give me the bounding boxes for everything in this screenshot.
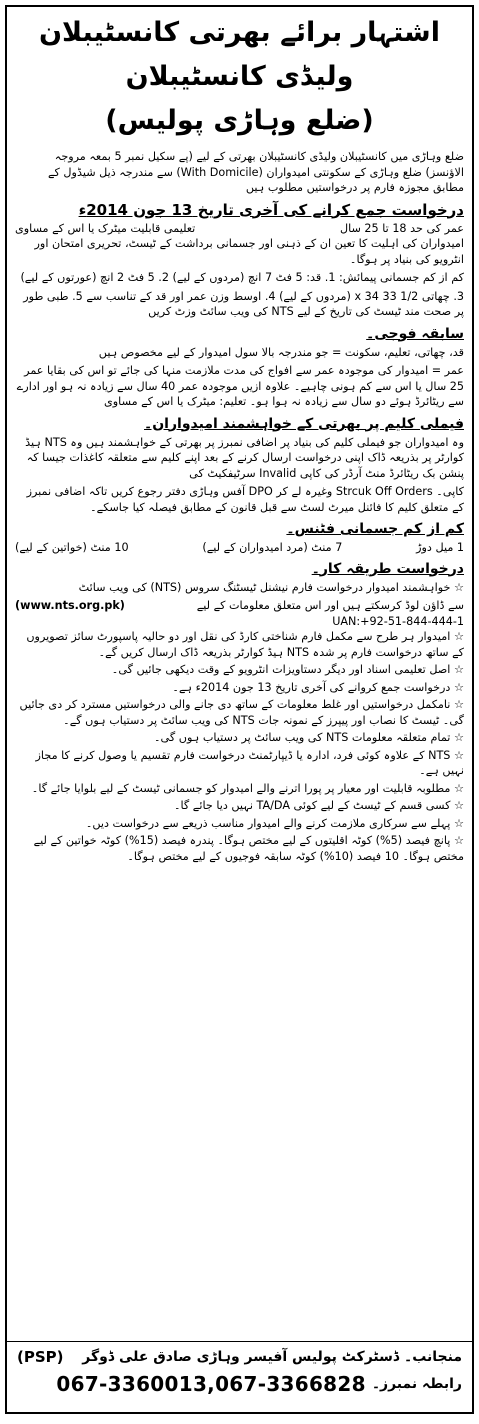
ad-footer [7,1341,472,1412]
ex-army-heading: سابقہ فوجی۔ [366,325,464,342]
issuer-text: منجانب۔ ڈسٹرکٹ پولیس آفیسر وہاڑی صادق علی ڈوگر [82,1349,462,1365]
procedure-download-text: سے ڈاؤن لوڈ کرسکتے ہیں اور اس متعلق معلومات کے لیے [196,599,464,612]
procedure-item: ☆ پانچ فیصد (5%) کوٹہ اقلیتوں کے لیے مختص ہوگا۔ پندرہ فیصد (15%) کوٹہ خواتین کے لیے مختص ہوگا۔ 10 فیصد (10%) کوٹہ سابقہ فوجیوں کے لیے مختص ہوگا۔ [33,834,464,863]
fitness-heading: کم از کم جسمانی فٹنس۔ [286,521,464,537]
issuer-line [7,1342,472,1366]
website-row [15,598,464,614]
deadline-heading: درخواست جمع کرانے کی آخری تاریخ 13 جون 2014ء [78,200,464,219]
physical-measurements-2: 3. چھاتی 1/2 33 x 34 (مردوں کے لیے) 4. اوسط وزن عمر اور قد کے تناسب سے 5. طبی طور پر صحت مند ٹیسٹ کی تاریخ کے لیے NTS کی ویب سائٹ وزٹ کریں [23,289,464,318]
contact-phones: 067-3360013,067-3366828 [56,1372,366,1396]
physical-measurements-1: کم از کم جسمانی پیمائش: 1. قد: 5 فٹ 7 انچ (مردوں کے لیے) 2. 5 فٹ 2 انچ (عورتوں کے لیے) [20,271,464,284]
district-title: (ضلع وہاڑی پولیس) [105,105,374,136]
family-claim-paragraph-1: وہ امیدواران جو فیملی کلیم کی بنیاد پر اضافی نمبرز پر بھرتی کے خواہشمند ہیں وہ NTS ہیڈ کوارٹر پر بذریعہ ڈاک اپنی درخواست ارسال کرنے کے بعد اپنے کلیم سے متعلقہ کاغذات جیسا کہ پنشن بک ریٹائرڈ منٹ آرڈر کی کاپی Invalid سرٹیفکیٹ کی [25,435,464,480]
family-claim-paragraph-2: کاپی۔ Strcuk Off Orders وغیرہ لے کر DPO آفس وہاڑی دفتر رجوع کریں تاکہ اضافی نمبرز کے متعلق کلیم کا فائنل میرٹ لسٹ سے قبل قانون کے مطابق فیصلہ کیا جاسکے۔ [26,485,464,514]
procedure-item: ☆ کسی قسم کے ٹیسٹ کے لیے کوئی TA/DA نہیں دیا جائے گا۔ [173,799,464,812]
education-requirement: تعلیمی قابلیت میٹرک یا اس کے مساوی [15,221,196,235]
procedure-list [15,629,464,864]
ad-body [7,149,472,864]
procedure-item: ☆ نامکمل درخواستیں اور غلط معلومات کے ساتھ دی جانے والی درخواستیں مسترد کر دی جائیں گی۔ ٹیسٹ کا نصاب اور پیپرز کے نمونہ جات NTS کی ویب سائٹ پر دستیاب ہوں گے۔ [19,698,464,727]
procedure-heading: درخواست طریقہ کار۔ [311,560,464,577]
nts-website-link[interactable]: (www.nts.org.pk) [15,599,125,612]
procedure-item: ☆ امیدوار ہر طرح سے مکمل فارم شناختی کارڈ کی نقل اور دو حالیہ پاسپورٹ سائز تصویروں کے ساتھ درخواست فارم پر شدہ NTS ہیڈ کوارٹر بذریعہ ڈاک ارسال کریں گے۔ [26,630,464,659]
uan-number: UAN:+92-51-844-444-1 [332,614,464,628]
advertisement-page [5,5,474,1414]
fitness-men: 7 منٹ (مرد امیدواران کے لیے) [202,541,343,554]
procedure-item: ☆ تمام متعلقہ معلومات NTS کی ویب سائٹ پر دستیاب ہوں گی۔ [153,731,464,744]
contact-line [7,1366,472,1396]
selection-criteria: امیدواران کی اہلیت کا تعین ان کے ذہنی اور جسمانی برداشت کے ٹیسٹ، تحریری امتحان اور انٹرویو کی بنیاد پر ہوگا۔ [34,237,464,266]
ex-army-paragraph-1: قد، چھاتی، تعلیم، سکونت = جو مندرجہ بالا سول امیدوار کے لیے مخصوص ہیں [98,345,464,359]
procedure-item: ☆ درخواست جمع کروانے کی آخری تاریخ 13 جون 2014ء ہے۔ [172,680,464,694]
ad-title: اشتہار برائے بھرتی کانسٹیبلان ولیڈی کانسٹیبلان [39,17,440,92]
age-limit: عمر کی حد 18 تا 25 سال [339,221,464,235]
psp-badge: (PSP) [17,1348,64,1366]
procedure-paragraph-1: ☆ خواہشمند امیدوار درخواست فارم نیشنل ٹیسٹنگ سروس (NTS) کی ویب سائٹ [78,580,464,594]
procedure-item: ☆ مطلوبہ قابلیت اور معیار پر پورا اترنے والے امیدوار کو جسمانی ٹیسٹ کے لیے بلوایا جائے گا۔ [31,781,464,795]
intro-paragraph: ضلع وہاڑی میں کانسٹیبلان ولیڈی کانسٹیبلان بھرتی کے لیے (پے سکیل نمبر 5 بمعہ مروجہ الاؤنسز) ضلع وہاڑی کے سکونتی امیدواران (With Domicile) سے مندرجہ ذیل شیڈول کے مطابق مجوزہ فارم پر درخواستیں مطلوب ہیں [47,150,464,194]
procedure-item: ☆ NTS کے علاوہ کوئی فرد، ادارہ یا ڈیپارٹمنٹ درخواست فارم تقسیم یا وصول کرنے کا مجاز نہیں ہے۔ [35,748,464,777]
fitness-run: 1 میل دوڑ [416,541,464,554]
contact-label: رابطہ نمبرز۔ [371,1376,462,1392]
fitness-women: 10 منٹ (خواتین کے لیے) [15,541,129,554]
family-claim-heading: فیملی کلیم پر بھرتی کے خواہشمند امیدواران۔ [144,415,464,432]
procedure-item: ☆ اصل تعلیمی اسناد اور دیگر دستاویزات انٹرویو کے وقت دیکھی جائیں گی۔ [111,663,464,676]
eligibility-row [15,221,464,237]
ex-army-paragraph-2: عمر = امیدوار کی موجودہ عمر سے افواج کی مدت ملازمت منہا کی جائے تو اس کی بقایا عمر 25 سال یا اس سے کم ہونی چاہیے۔ علاوہ ازیں موجودہ عمر 40 سال سے زیادہ نہ ہو اور ادارے سے ریٹائرڈ ہوئے دو سال سے زیادہ نہ ہوا ہو۔ تعلیم: میٹرک یا اس کے مساوی [16,364,464,408]
fitness-row [15,540,464,556]
procedure-item: ☆ پہلے سے سرکاری ملازمت کرنے والے امیدوار مناسب ذریعے سے درخواست دیں۔ [85,816,464,830]
